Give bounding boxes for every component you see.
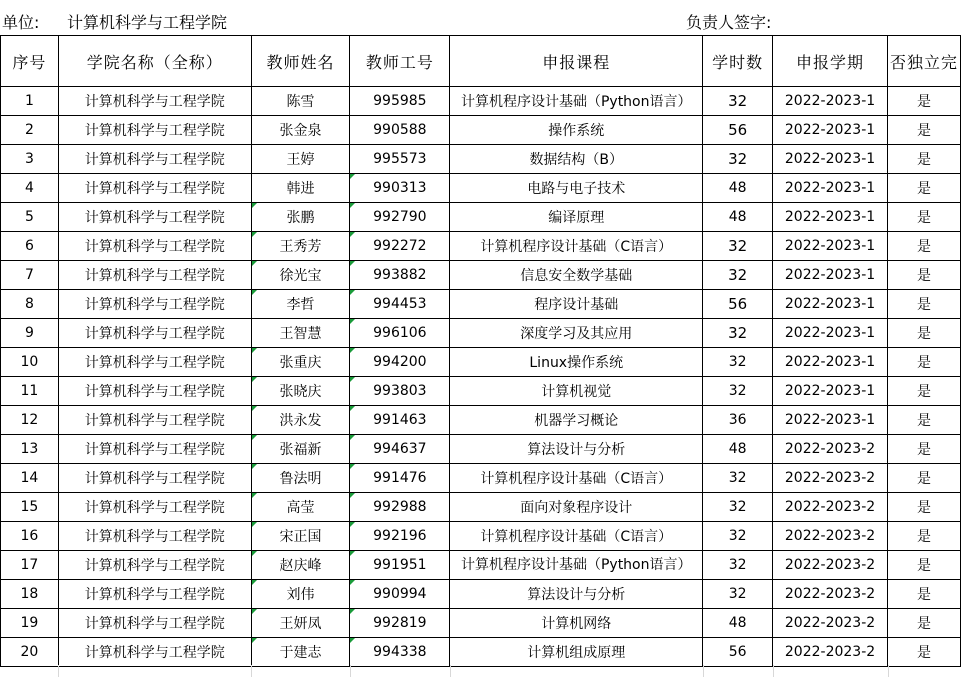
table-row bbox=[1, 290, 961, 319]
cell-hours[interactable]: 56 bbox=[703, 638, 773, 667]
cell-no[interactable]: 19 bbox=[1, 609, 59, 638]
cell-hours[interactable]: 32 bbox=[703, 87, 773, 116]
table-row bbox=[1, 609, 961, 638]
cell-hours[interactable]: 48 bbox=[703, 435, 773, 464]
cell-independent[interactable]: 是 bbox=[887, 551, 960, 580]
cell-hours[interactable]: 56 bbox=[703, 290, 773, 319]
table-row bbox=[1, 464, 961, 493]
cell-teacher-name[interactable]: 张晓庆 bbox=[251, 377, 350, 406]
cell-teacher-id[interactable]: 993882 bbox=[350, 261, 450, 290]
cell-no[interactable]: 9 bbox=[1, 319, 59, 348]
table-row bbox=[1, 319, 961, 348]
cell-hours[interactable]: 32 bbox=[703, 522, 773, 551]
cell-no[interactable]: 6 bbox=[1, 232, 59, 261]
cell-course[interactable]: 算法设计与分析 bbox=[450, 580, 703, 609]
unit-value[interactable]: 计算机科学与工程学院 bbox=[67, 13, 228, 32]
cell-course[interactable]: 信息安全数学基础 bbox=[450, 261, 703, 290]
table-row bbox=[1, 203, 961, 232]
cell-term[interactable]: 2022-2023-1 bbox=[773, 203, 888, 232]
cell-hours[interactable]: 32 bbox=[703, 232, 773, 261]
cell-no[interactable]: 13 bbox=[1, 435, 59, 464]
cell-course[interactable]: 机器学习概论 bbox=[450, 406, 703, 435]
cell-no[interactable]: 3 bbox=[1, 145, 59, 174]
cell-term[interactable]: 2022-2023-2 bbox=[773, 464, 888, 493]
unit-label: 单位: bbox=[2, 13, 40, 32]
cell-independent[interactable]: 是 bbox=[887, 145, 960, 174]
cell-independent[interactable]: 是 bbox=[887, 174, 960, 203]
cell-no[interactable]: 7 bbox=[1, 261, 59, 290]
cell-teacher-id[interactable]: 990994 bbox=[350, 580, 450, 609]
cell-term[interactable]: 2022-2023-1 bbox=[773, 232, 888, 261]
cell-term[interactable]: 2022-2023-1 bbox=[773, 145, 888, 174]
cell-hours[interactable]: 36 bbox=[703, 406, 773, 435]
cell-college[interactable]: 计算机科学与工程学院 bbox=[58, 464, 251, 493]
cell-course[interactable]: 数据结构（B） bbox=[450, 145, 703, 174]
table-row bbox=[1, 261, 961, 290]
cell-independent[interactable]: 是 bbox=[887, 522, 960, 551]
cell-college[interactable]: 计算机科学与工程学院 bbox=[58, 261, 251, 290]
cell-independent[interactable]: 是 bbox=[887, 580, 960, 609]
table-row bbox=[1, 406, 961, 435]
table-body bbox=[1, 87, 961, 667]
cell-hours[interactable]: 32 bbox=[703, 377, 773, 406]
cell-course[interactable]: 程序设计基础 bbox=[450, 290, 703, 319]
cell-term[interactable]: 2022-2023-1 bbox=[773, 116, 888, 145]
cell-course[interactable]: 计算机程序设计基础（C语言） bbox=[450, 232, 703, 261]
cell-course[interactable]: 计算机程序设计基础（Python语言） bbox=[450, 87, 703, 116]
cell-independent[interactable]: 是 bbox=[887, 377, 960, 406]
cell-no[interactable]: 18 bbox=[1, 580, 59, 609]
cell-no[interactable]: 16 bbox=[1, 522, 59, 551]
cell-college[interactable]: 计算机科学与工程学院 bbox=[58, 638, 251, 667]
cell-term[interactable]: 2022-2023-1 bbox=[773, 261, 888, 290]
cell-independent[interactable]: 是 bbox=[887, 348, 960, 377]
cell-independent[interactable]: 是 bbox=[887, 290, 960, 319]
cell-course[interactable]: 计算机程序设计基础（Python语言） bbox=[450, 551, 703, 580]
cell-term[interactable]: 2022-2023-2 bbox=[773, 580, 888, 609]
cell-term[interactable]: 2022-2023-1 bbox=[773, 319, 888, 348]
cell-course[interactable]: 计算机网络 bbox=[450, 609, 703, 638]
table-row bbox=[1, 377, 961, 406]
col-header-teacher-name[interactable]: 教师姓名 bbox=[251, 36, 350, 87]
col-header-term[interactable]: 申报学期 bbox=[773, 36, 888, 87]
table-row bbox=[1, 435, 961, 464]
cell-teacher-name[interactable]: 刘伟 bbox=[251, 580, 350, 609]
cell-teacher-id[interactable]: 991476 bbox=[350, 464, 450, 493]
cell-independent[interactable]: 是 bbox=[887, 261, 960, 290]
cell-no[interactable]: 15 bbox=[1, 493, 59, 522]
cell-teacher-id[interactable]: 990313 bbox=[350, 174, 450, 203]
cell-teacher-id[interactable]: 996106 bbox=[350, 319, 450, 348]
cell-college[interactable]: 计算机科学与工程学院 bbox=[58, 290, 251, 319]
cell-no[interactable]: 14 bbox=[1, 464, 59, 493]
cell-hours[interactable]: 32 bbox=[703, 551, 773, 580]
cell-term[interactable]: 2022-2023-2 bbox=[773, 551, 888, 580]
cell-no[interactable]: 17 bbox=[1, 551, 59, 580]
cell-hours[interactable]: 32 bbox=[703, 348, 773, 377]
cell-teacher-id[interactable]: 990588 bbox=[350, 116, 450, 145]
cell-college[interactable]: 计算机科学与工程学院 bbox=[58, 522, 251, 551]
cell-term[interactable]: 2022-2023-1 bbox=[773, 87, 888, 116]
cell-course[interactable]: 计算机视觉 bbox=[450, 377, 703, 406]
cell-teacher-name[interactable]: 鲁法明 bbox=[251, 464, 350, 493]
cell-term[interactable]: 2022-2023-1 bbox=[773, 406, 888, 435]
col-header-course[interactable]: 申报课程 bbox=[450, 36, 703, 87]
sheet-header bbox=[0, 0, 961, 34]
cell-teacher-id[interactable]: 994200 bbox=[350, 348, 450, 377]
cell-no[interactable]: 20 bbox=[1, 638, 59, 667]
cell-independent[interactable]: 是 bbox=[887, 232, 960, 261]
cell-term[interactable]: 2022-2023-2 bbox=[773, 609, 888, 638]
col-header-college[interactable]: 学院名称（全称） bbox=[58, 36, 251, 87]
cell-teacher-id[interactable]: 995985 bbox=[350, 87, 450, 116]
cell-no[interactable]: 8 bbox=[1, 290, 59, 319]
cell-college[interactable]: 计算机科学与工程学院 bbox=[58, 174, 251, 203]
cell-course[interactable]: 算法设计与分析 bbox=[450, 435, 703, 464]
cell-no[interactable]: 12 bbox=[1, 406, 59, 435]
signature-label[interactable]: 负责人签字: bbox=[686, 13, 772, 32]
cell-college[interactable]: 计算机科学与工程学院 bbox=[58, 435, 251, 464]
cell-teacher-id[interactable]: 994453 bbox=[350, 290, 450, 319]
cell-college[interactable]: 计算机科学与工程学院 bbox=[58, 145, 251, 174]
cell-hours[interactable]: 56 bbox=[703, 116, 773, 145]
table-row bbox=[1, 348, 961, 377]
cell-teacher-name[interactable]: 洪永发 bbox=[251, 406, 350, 435]
cell-no[interactable]: 1 bbox=[1, 87, 59, 116]
cell-term[interactable]: 2022-2023-2 bbox=[773, 435, 888, 464]
cell-independent[interactable]: 是 bbox=[887, 116, 960, 145]
cell-hours[interactable]: 48 bbox=[703, 174, 773, 203]
cell-college[interactable]: 计算机科学与工程学院 bbox=[58, 406, 251, 435]
cell-hours[interactable]: 32 bbox=[703, 319, 773, 348]
cell-term[interactable]: 2022-2023-2 bbox=[773, 522, 888, 551]
cell-independent[interactable]: 是 bbox=[887, 87, 960, 116]
cell-independent[interactable]: 是 bbox=[887, 464, 960, 493]
cell-college[interactable]: 计算机科学与工程学院 bbox=[58, 116, 251, 145]
cell-independent[interactable]: 是 bbox=[887, 638, 960, 667]
cell-teacher-id[interactable]: 992819 bbox=[350, 609, 450, 638]
cell-teacher-id[interactable]: 991463 bbox=[350, 406, 450, 435]
cell-teacher-name[interactable]: 陈雪 bbox=[251, 87, 350, 116]
cell-teacher-name[interactable]: 徐光宝 bbox=[251, 261, 350, 290]
cell-college[interactable]: 计算机科学与工程学院 bbox=[58, 609, 251, 638]
cell-hours[interactable]: 32 bbox=[703, 580, 773, 609]
cell-teacher-name[interactable]: 于建志 bbox=[251, 638, 350, 667]
cell-term[interactable]: 2022-2023-2 bbox=[773, 638, 888, 667]
table-row bbox=[1, 232, 961, 261]
cell-independent[interactable]: 是 bbox=[887, 609, 960, 638]
cell-college[interactable]: 计算机科学与工程学院 bbox=[58, 203, 251, 232]
cell-teacher-id[interactable]: 995573 bbox=[350, 145, 450, 174]
header-row bbox=[1, 36, 961, 87]
col-header-no[interactable]: 序号 bbox=[1, 36, 59, 87]
cell-college[interactable]: 计算机科学与工程学院 bbox=[58, 551, 251, 580]
cell-no[interactable]: 2 bbox=[1, 116, 59, 145]
cell-teacher-name[interactable]: 王智慧 bbox=[251, 319, 350, 348]
table-row bbox=[1, 87, 961, 116]
cell-teacher-id[interactable]: 994637 bbox=[350, 435, 450, 464]
cell-term[interactable]: 2022-2023-1 bbox=[773, 290, 888, 319]
cell-teacher-id[interactable]: 992790 bbox=[350, 203, 450, 232]
cell-course[interactable]: Linux操作系统 bbox=[450, 348, 703, 377]
cell-independent[interactable]: 是 bbox=[887, 406, 960, 435]
cell-teacher-name[interactable]: 韩进 bbox=[251, 174, 350, 203]
cell-course[interactable]: 计算机组成原理 bbox=[450, 638, 703, 667]
cell-teacher-id[interactable]: 994338 bbox=[350, 638, 450, 667]
cell-college[interactable]: 计算机科学与工程学院 bbox=[58, 377, 251, 406]
cell-term[interactable]: 2022-2023-2 bbox=[773, 493, 888, 522]
cell-teacher-id[interactable]: 992988 bbox=[350, 493, 450, 522]
cell-teacher-name[interactable]: 张鹏 bbox=[251, 203, 350, 232]
table-row bbox=[1, 522, 961, 551]
course-table bbox=[0, 35, 961, 667]
table-row bbox=[1, 551, 961, 580]
cell-hours[interactable]: 48 bbox=[703, 609, 773, 638]
cell-hours[interactable]: 32 bbox=[703, 145, 773, 174]
cell-teacher-name[interactable]: 张金泉 bbox=[251, 116, 350, 145]
cell-independent[interactable]: 是 bbox=[887, 435, 960, 464]
cell-term[interactable]: 2022-2023-1 bbox=[773, 174, 888, 203]
table-row bbox=[1, 493, 961, 522]
empty-grid-area[interactable] bbox=[0, 665, 961, 677]
cell-teacher-name[interactable]: 王秀芳 bbox=[251, 232, 350, 261]
cell-term[interactable]: 2022-2023-1 bbox=[773, 377, 888, 406]
cell-course[interactable]: 编译原理 bbox=[450, 203, 703, 232]
cell-teacher-id[interactable]: 992272 bbox=[350, 232, 450, 261]
cell-teacher-id[interactable]: 993803 bbox=[350, 377, 450, 406]
col-header-teacher-id[interactable]: 教师工号 bbox=[350, 36, 450, 87]
cell-independent[interactable]: 是 bbox=[887, 319, 960, 348]
cell-college[interactable]: 计算机科学与工程学院 bbox=[58, 232, 251, 261]
table-row bbox=[1, 174, 961, 203]
cell-no[interactable]: 5 bbox=[1, 203, 59, 232]
cell-teacher-name[interactable]: 赵庆峰 bbox=[251, 551, 350, 580]
cell-course[interactable]: 面向对象程序设计 bbox=[450, 493, 703, 522]
cell-course[interactable]: 计算机程序设计基础（C语言） bbox=[450, 464, 703, 493]
table-row bbox=[1, 638, 961, 667]
cell-teacher-name[interactable]: 李哲 bbox=[251, 290, 350, 319]
cell-hours[interactable]: 32 bbox=[703, 464, 773, 493]
cell-no[interactable]: 11 bbox=[1, 377, 59, 406]
cell-teacher-name[interactable]: 张重庆 bbox=[251, 348, 350, 377]
cell-teacher-id[interactable]: 992196 bbox=[350, 522, 450, 551]
cell-independent[interactable]: 是 bbox=[887, 493, 960, 522]
cell-hours[interactable]: 48 bbox=[703, 203, 773, 232]
cell-teacher-name[interactable]: 宋正国 bbox=[251, 522, 350, 551]
cell-no[interactable]: 4 bbox=[1, 174, 59, 203]
table-row bbox=[1, 116, 961, 145]
cell-independent[interactable]: 是 bbox=[887, 203, 960, 232]
table-row bbox=[1, 145, 961, 174]
cell-teacher-name[interactable]: 高莹 bbox=[251, 493, 350, 522]
cell-teacher-id[interactable]: 991951 bbox=[350, 551, 450, 580]
cell-college[interactable]: 计算机科学与工程学院 bbox=[58, 493, 251, 522]
cell-teacher-name[interactable]: 王妍凤 bbox=[251, 609, 350, 638]
col-header-independent[interactable]: 否独立完 bbox=[887, 36, 960, 87]
cell-course[interactable]: 计算机程序设计基础（C语言） bbox=[450, 522, 703, 551]
cell-course[interactable]: 操作系统 bbox=[450, 116, 703, 145]
cell-teacher-name[interactable]: 王婷 bbox=[251, 145, 350, 174]
col-header-hours[interactable]: 学时数 bbox=[703, 36, 773, 87]
cell-course[interactable]: 电路与电子技术 bbox=[450, 174, 703, 203]
cell-course[interactable]: 深度学习及其应用 bbox=[450, 319, 703, 348]
cell-hours[interactable]: 32 bbox=[703, 261, 773, 290]
cell-hours[interactable]: 32 bbox=[703, 493, 773, 522]
cell-college[interactable]: 计算机科学与工程学院 bbox=[58, 580, 251, 609]
cell-college[interactable]: 计算机科学与工程学院 bbox=[58, 348, 251, 377]
cell-term[interactable]: 2022-2023-1 bbox=[773, 348, 888, 377]
cell-college[interactable]: 计算机科学与工程学院 bbox=[58, 319, 251, 348]
cell-no[interactable]: 10 bbox=[1, 348, 59, 377]
table-row bbox=[1, 580, 961, 609]
cell-college[interactable]: 计算机科学与工程学院 bbox=[58, 87, 251, 116]
cell-teacher-name[interactable]: 张福新 bbox=[251, 435, 350, 464]
